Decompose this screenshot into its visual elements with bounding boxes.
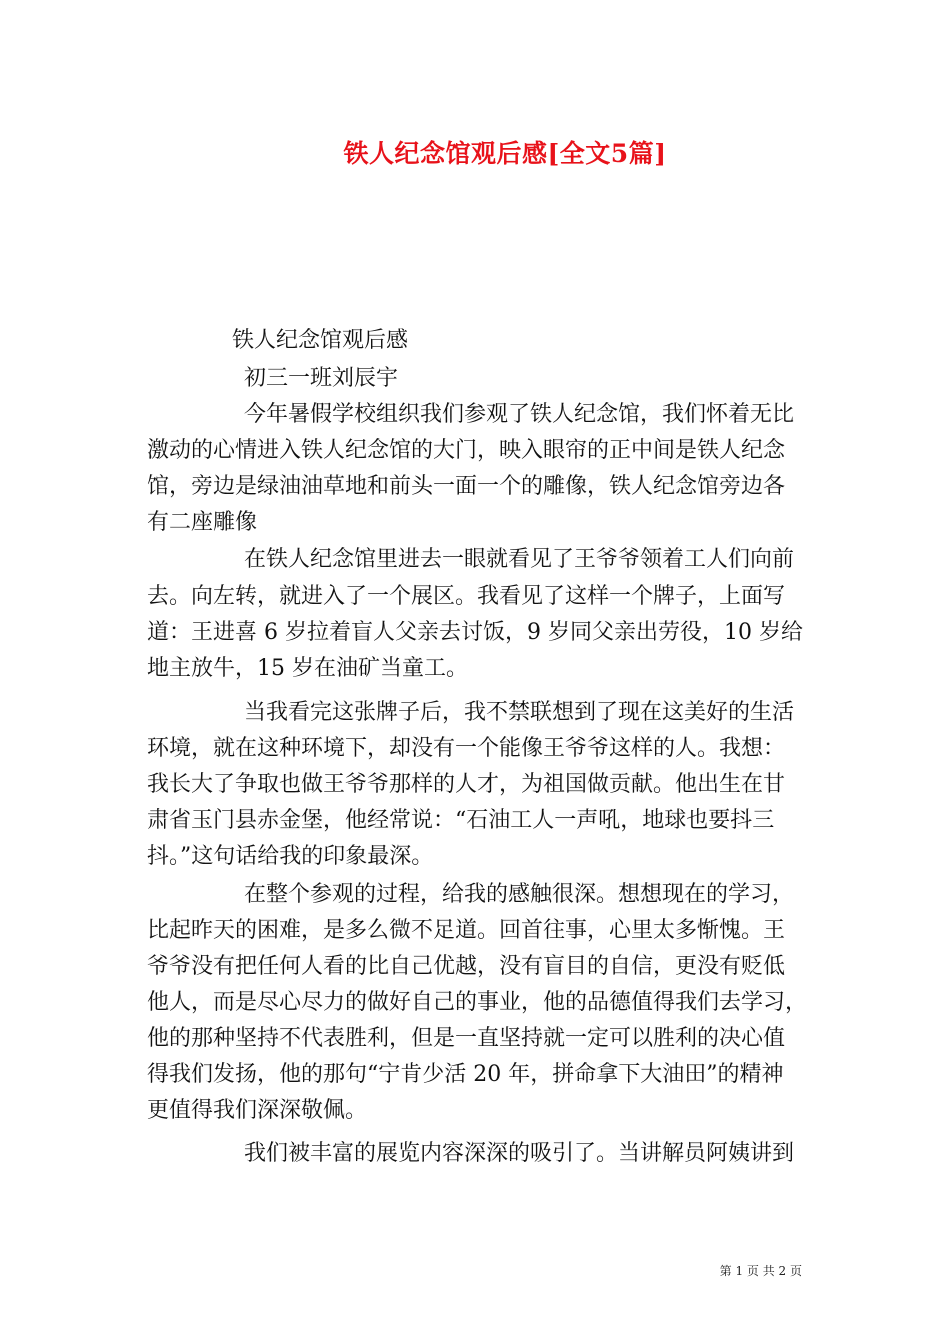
page-number: 第 1 页 共 2 页 (719, 1264, 802, 1278)
body-line: 比起昨天的困难，是多么微不足道。回首往事，心里太多惭愧。王 (147, 918, 786, 943)
body-line: 当我看完这张牌子后，我不禁联想到了现在这美好的生活 (244, 700, 795, 725)
body-line: 激动的心情进入铁人纪念馆的大门，映入眼帘的正中间是铁人纪念 (147, 438, 786, 463)
essay-heading: 铁人纪念馆观后感 (232, 328, 409, 353)
body-line: 地主放牛，15 岁在油矿当童工。 (147, 656, 468, 681)
document-title: 铁人纪念馆观后感[全文5篇] (343, 139, 667, 168)
body-line: 我们被丰富的展览内容深深的吸引了。当讲解员阿姨讲到 (244, 1141, 795, 1166)
body-line: 他人，而是尽心尽力的做好自己的事业，他的品德值得我们去学习， (147, 990, 808, 1015)
body-line: 去。向左转，就进入了一个展区。我看见了这样一个牌子，上面写 (147, 584, 786, 609)
body-line: 更值得我们深深敬佩。 (147, 1098, 368, 1123)
body-line: 爷爷没有把任何人看的比自己优越，没有盲目的自信，更没有贬低 (147, 954, 786, 979)
body-line: 环境，就在这种环境下，却没有一个能像王爷爷这样的人。我想： (147, 736, 786, 761)
body-line: 肃省玉门县赤金堡，他经常说：“石油工人一声吼，地球也要抖三 (147, 808, 775, 833)
body-line: 有二座雕像 (147, 510, 258, 535)
body-line: 道：王进喜 6 岁拉着盲人父亲去讨饭，9 岁同父亲出劳役，10 岁给 (147, 620, 803, 645)
body-line: 我长大了争取也做王爷爷那样的人才，为祖国做贡献。他出生在甘 (147, 772, 786, 797)
body-line: 得我们发扬，他的那句“宁肯少活 20 年，拼命拿下大油田”的精神 (147, 1062, 784, 1087)
body-line: 他的那种坚持不代表胜利，但是一直坚持就一定可以胜利的决心值 (147, 1026, 786, 1051)
body-line: 抖。”这句话给我的印象最深。 (147, 844, 434, 869)
body-line: 在整个参观的过程，给我的感触很深。想想现在的学习， (244, 882, 795, 907)
author-line: 初三一班刘辰宇 (244, 366, 399, 391)
body-line: 今年暑假学校组织我们参观了铁人纪念馆，我们怀着无比 (244, 402, 795, 427)
body-line: 馆，旁边是绿油油草地和前头一面一个的雕像，铁人纪念馆旁边各 (147, 474, 786, 499)
body-line: 在铁人纪念馆里进去一眼就看见了王爷爷领着工人们向前 (244, 547, 795, 572)
